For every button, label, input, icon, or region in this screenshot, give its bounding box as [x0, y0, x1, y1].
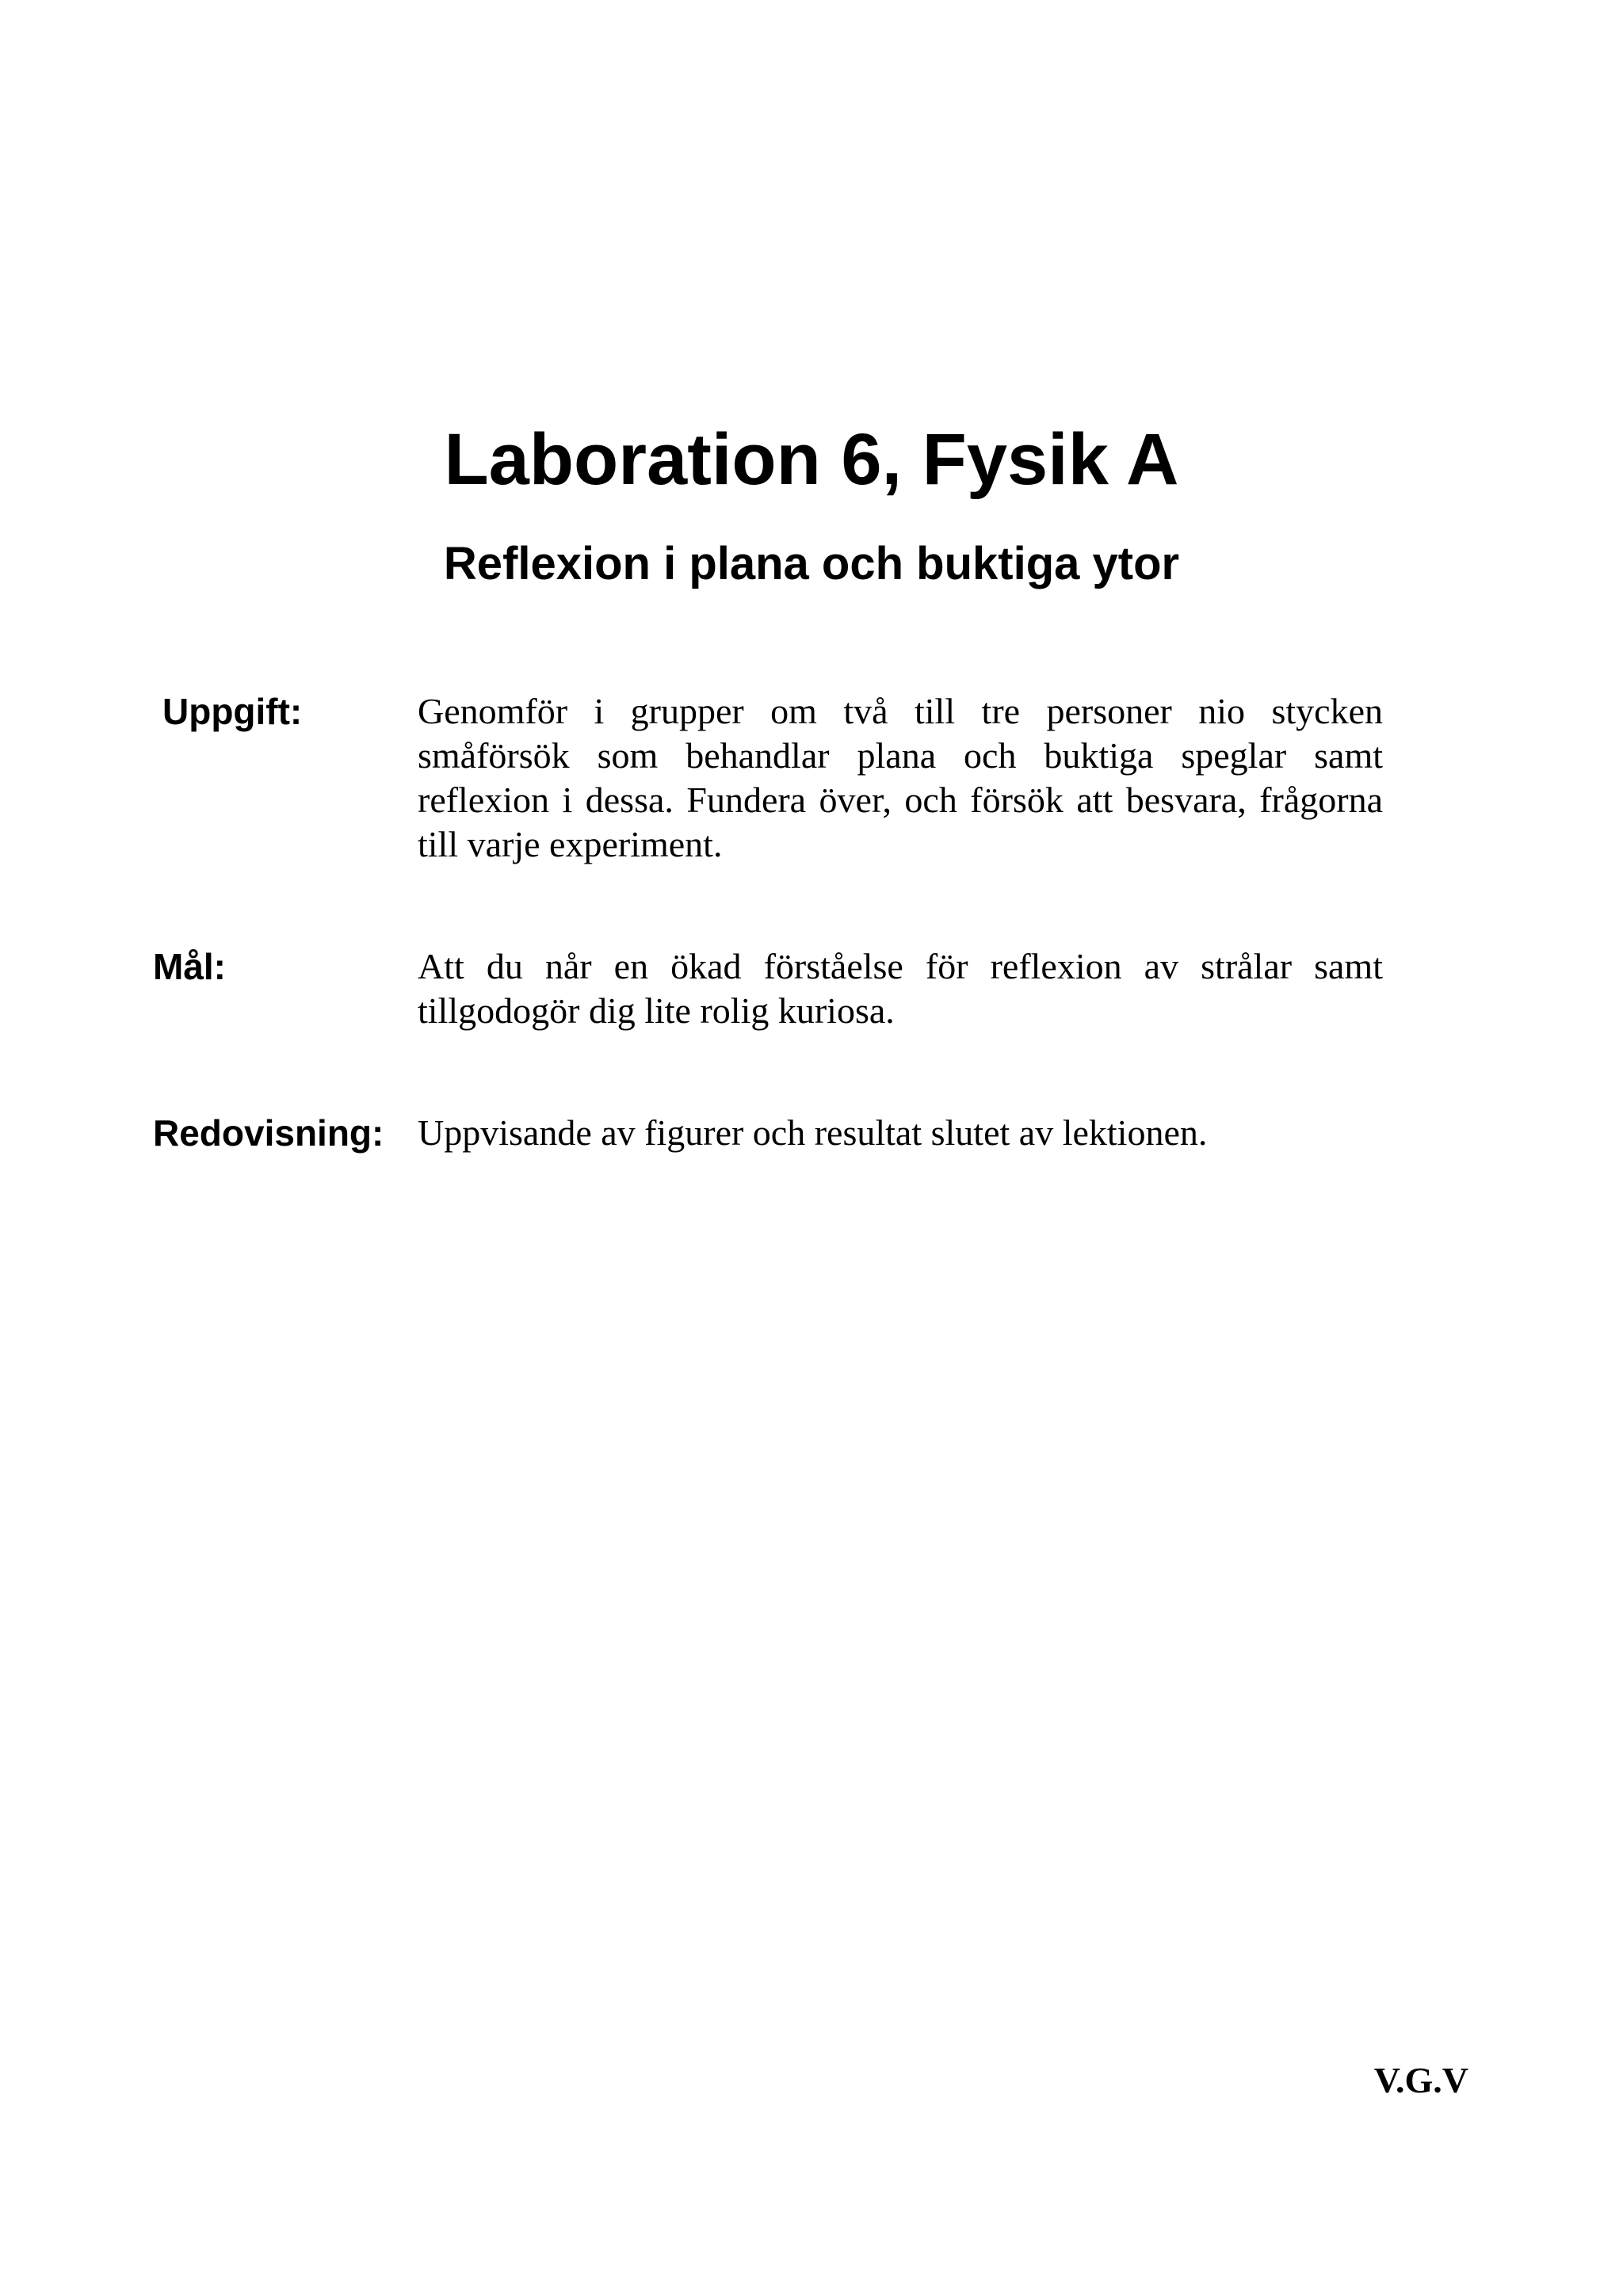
section-text: Uppvisande av figurer och resultat slutet av lektionen.: [418, 1112, 1208, 1153]
section-label: Mål:: [153, 946, 226, 987]
section-text: Att du når en ökad förståelse för reflexion av strålar samt tillgodogör dig lite rolig kuriosa.: [418, 946, 1383, 1031]
document-title: Laboration 6, Fysik A: [444, 419, 1179, 500]
section-label: Redovisning:: [153, 1112, 384, 1154]
signature: V.G.V: [1373, 2060, 1468, 2100]
section-text: Genomför i grupper om två till tre personer nio stycken småförsök som behandlar plana och buktiga speglar samt reflexion i dessa. Fundera över, och försök att besvara, frågorna till varje experiment.: [418, 691, 1383, 864]
section-label: Uppgift:: [162, 691, 303, 732]
document-subtitle: Reflexion i plana och buktiga ytor: [443, 538, 1180, 589]
